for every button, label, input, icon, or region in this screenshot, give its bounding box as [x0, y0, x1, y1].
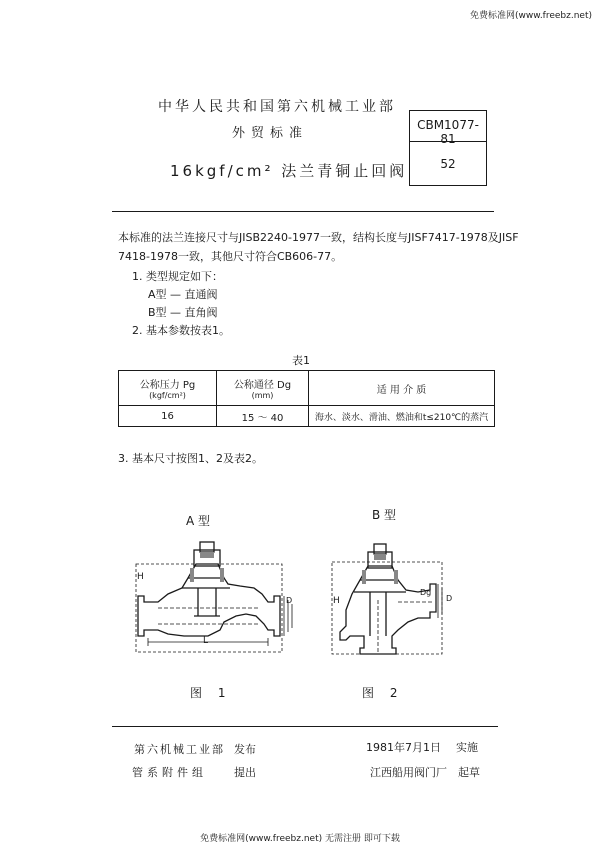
standard-code: CBM1077-81	[417, 118, 479, 146]
type-a-label: A 型	[186, 514, 211, 528]
code-box-divider	[410, 141, 486, 142]
cell-pressure: 16	[119, 406, 217, 427]
header-pressure: 公称压力 Pg (kgf/cm²)	[119, 371, 217, 406]
propose-word: 提出	[234, 766, 256, 779]
issuer: 第六机械工业部	[134, 743, 225, 756]
draft-word: 起草	[458, 766, 480, 779]
dim-label-h-fig2: H	[333, 596, 340, 606]
header-medium: 适 用 介 质	[309, 371, 495, 406]
standard-code-box	[409, 110, 487, 186]
dim-label-d-fig2: D	[446, 594, 453, 603]
dim-label-d: D	[286, 596, 293, 605]
item-3: 3. 基本尺寸按图1、2及表2。	[118, 452, 263, 465]
item-1: 1. 类型规定如下：	[132, 270, 223, 283]
ministry-heading: 中华人民共和国第六机械工业部	[158, 99, 396, 115]
dim-label-dg: Dg	[420, 588, 432, 597]
dim-label-l: L	[203, 636, 209, 646]
standard-number: 52	[440, 157, 456, 171]
header-rule	[112, 211, 494, 212]
table-caption: 表1	[292, 354, 310, 367]
figure-2-drawing	[326, 540, 456, 660]
type-b-label: B 型	[372, 508, 397, 522]
watermark-top: 免费标准网(www.freebz.net)	[470, 11, 592, 21]
effective-date: 1981年7月1日	[366, 741, 441, 754]
type-b-desc: B型 — 直角阀	[148, 306, 218, 319]
effective-word: 实施	[456, 741, 478, 754]
page-title: 16kgf/cm² 法兰青铜止回阀	[170, 162, 408, 180]
table-header-row	[119, 371, 495, 406]
table-row	[119, 406, 495, 427]
watermark-bottom: 免费标准网(www.freebz.net) 无需注册 即可下载	[200, 834, 400, 844]
figure-2-caption: 图 2	[362, 686, 404, 700]
issue-word: 发布	[234, 743, 256, 756]
standard-type: 外贸标准	[232, 126, 309, 141]
drafter: 江西船用阀门厂	[370, 766, 447, 779]
intro-line-2: 7418-1978一致，其他尺寸符合CB606-77。	[118, 250, 343, 263]
proposer: 管系附件组	[132, 766, 207, 779]
dim-label-h: H	[137, 572, 144, 582]
parameter-table	[118, 370, 495, 427]
type-a-desc: A型 — 直通阀	[148, 288, 218, 301]
cell-diameter: 15 ～ 40	[217, 406, 309, 427]
footer-rule	[112, 726, 498, 727]
cell-medium: 海水、淡水、滑油、燃油和t≤210℃的蒸汽	[309, 406, 495, 427]
header-diameter: 公称通径 Dg (mm)	[217, 371, 309, 406]
figure-1-caption: 图 1	[190, 686, 232, 700]
item-2: 2. 基本参数按表1。	[132, 324, 230, 337]
intro-line-1: 本标准的法兰连接尺寸与JISB2240-1977一致，结构长度与JISF7417-1978及JISF	[118, 231, 519, 244]
figure-1-drawing	[128, 538, 298, 658]
